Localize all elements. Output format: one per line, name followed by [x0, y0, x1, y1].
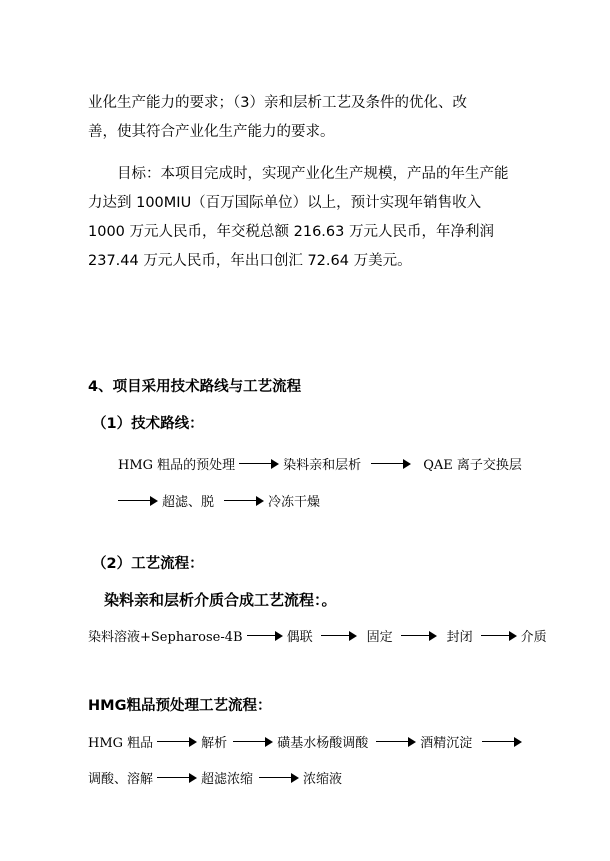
arrow-right-icon — [239, 459, 279, 469]
subsection-title-process: （2）工艺流程： — [92, 556, 204, 572]
process-step: 酒精沉淀 — [420, 736, 473, 751]
dye-process-title: 染料亲和层析介质合成工艺流程：。 — [104, 591, 337, 609]
route-step: QAE 离子交换层 — [423, 458, 522, 473]
process-step: HMG 粗品 — [88, 736, 154, 751]
process-step: 调酸、溶解 — [88, 772, 154, 787]
route-step: 冷冻干燥 — [268, 495, 321, 510]
dye-process-flow — [88, 626, 547, 645]
paragraph-line: 业化生产能力的要求；（3）亲和层析工艺及条件的优化、改 — [88, 95, 467, 111]
process-step: 封闭 — [446, 630, 473, 645]
arrow-right-icon — [481, 631, 517, 641]
paragraph-line: 善，使其符合产业化生产能力的要求。 — [88, 124, 335, 140]
process-step: 偶联 — [286, 630, 313, 645]
process-step: 染料溶液+Sepharose-4B — [88, 630, 243, 645]
process-step: 介质 — [520, 630, 547, 645]
arrow-right-icon — [376, 737, 416, 747]
route-step: 染料亲和层析 — [283, 458, 362, 473]
arrow-right-icon — [259, 773, 299, 783]
route-step: 超滤、脱 — [162, 495, 215, 510]
section-title: 4、项目采用技术路线与工艺流程 — [88, 379, 302, 395]
goal-text: 目标：本项目完成时，实现产业化生产规模，产品的年生产能力达到 100MIU（百万国际单位）以上，预计实现年销售收入 1000 万元人民币，年交税总额 216.63 万元人民币，年净利润 237.44 万元人民币，年出口创汇 72.64 万美元。 — [88, 166, 509, 269]
arrow-right-icon — [224, 496, 264, 506]
route-flow-row1 — [118, 454, 522, 473]
process-step: 超滤浓缩 — [201, 772, 254, 787]
process-step: 解析 — [201, 736, 228, 751]
process-step: 浓缩液 — [303, 772, 343, 787]
hmg-process-flow-row1 — [88, 732, 526, 751]
paragraph-goal — [88, 160, 520, 276]
arrow-right-icon — [157, 773, 197, 783]
route-flow-row2 — [118, 491, 320, 510]
paragraph-requirements — [88, 89, 528, 147]
arrow-right-icon — [247, 631, 283, 641]
route-step: HMG 粗品的预处理 — [118, 458, 236, 473]
process-step: 磺基水杨酸调酸 — [277, 736, 369, 751]
arrow-right-icon — [157, 737, 197, 747]
arrow-right-icon — [118, 496, 158, 506]
hmg-process-flow-row2 — [88, 768, 342, 787]
process-step: 固定 — [366, 630, 393, 645]
arrow-right-icon — [482, 737, 522, 747]
hmg-process-title: HMG粗品预处理工艺流程： — [88, 698, 272, 714]
arrow-right-icon — [321, 631, 357, 641]
arrow-right-icon — [371, 459, 411, 469]
arrow-right-icon — [401, 631, 437, 641]
arrow-right-icon — [233, 737, 273, 747]
subsection-title-route: （1）技术路线： — [92, 416, 204, 432]
